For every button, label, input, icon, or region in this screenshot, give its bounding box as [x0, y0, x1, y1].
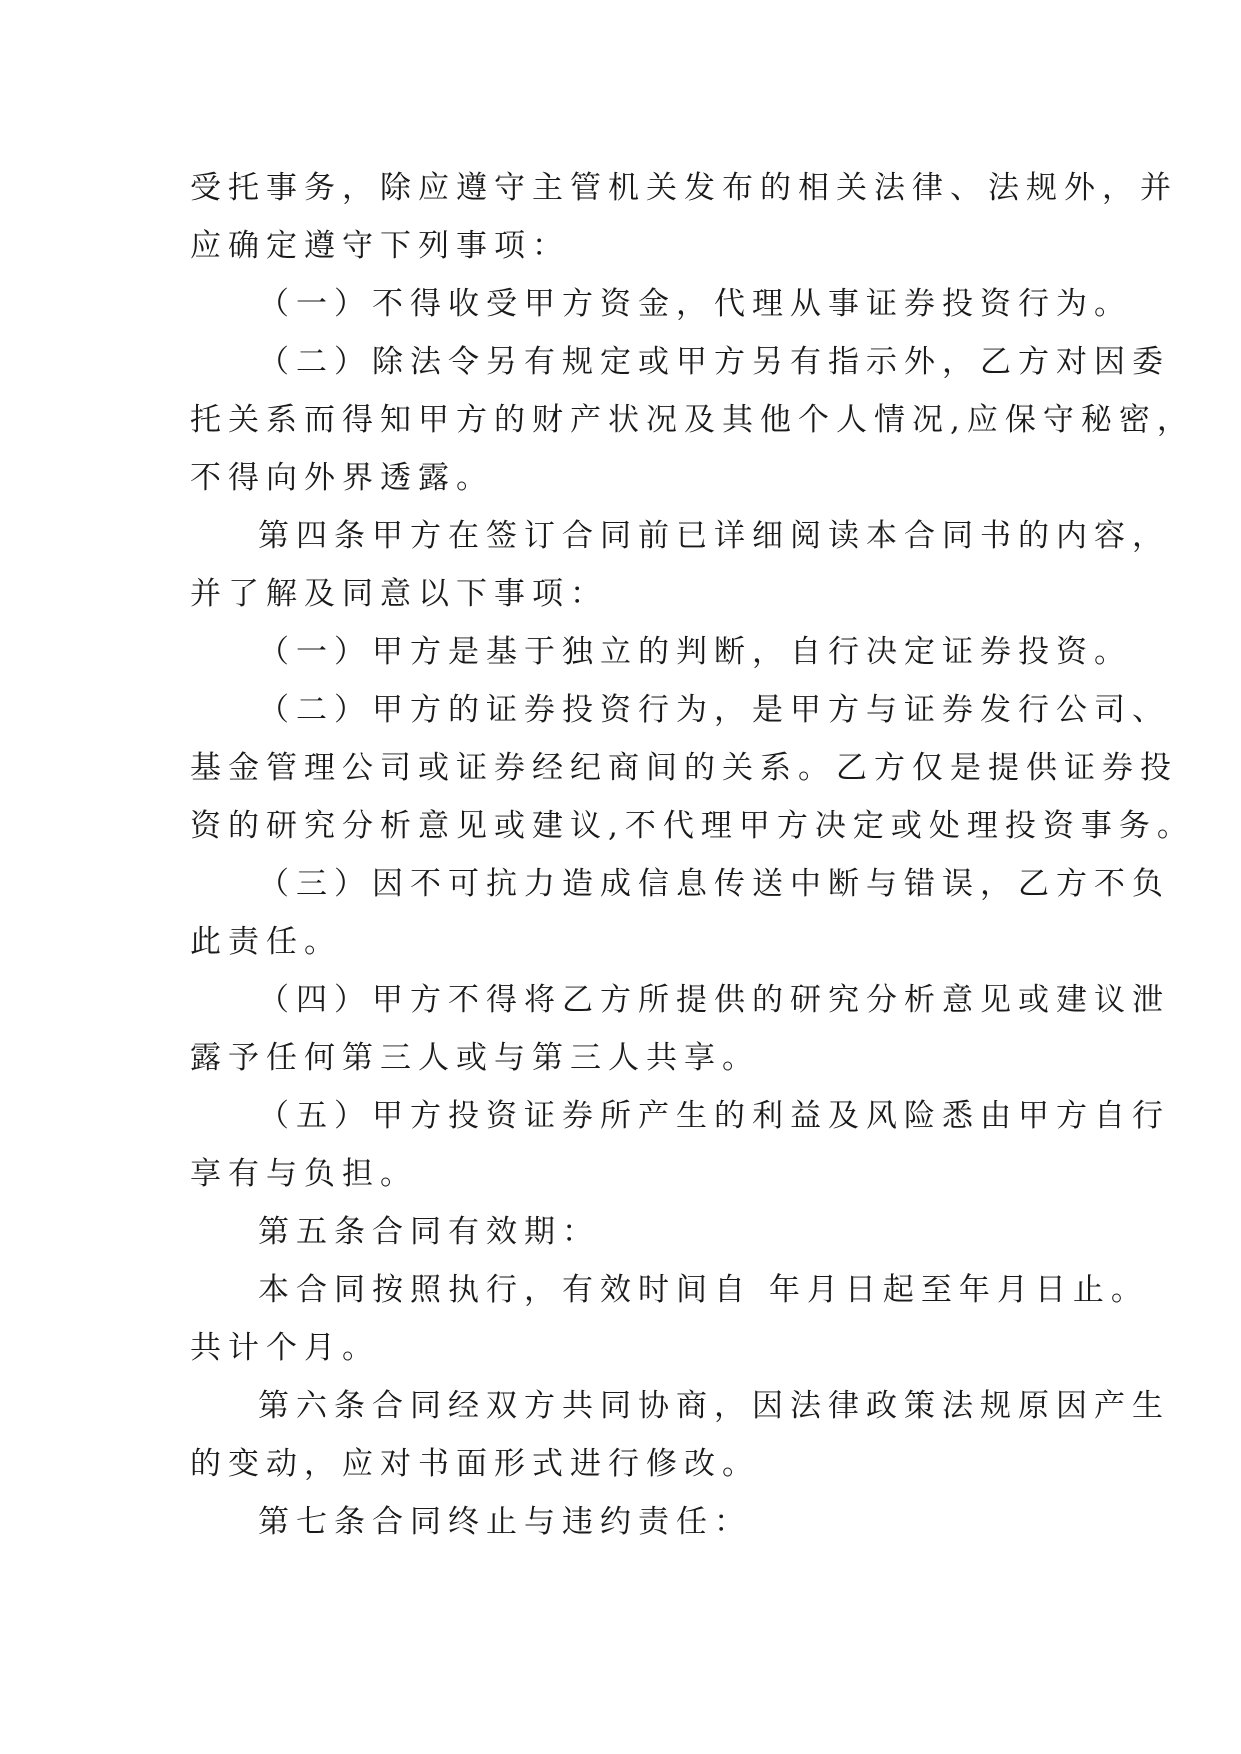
text-line: 基金管理公司或证券经纪商间的关系。乙方仅是提供证券投	[190, 750, 1178, 786]
text-line: 托关系而得知甲方的财产状况及其他个人情况,应保守秘密，	[190, 402, 1195, 438]
text-line: 第七条合同终止与违约责任：	[258, 1504, 752, 1540]
text-line: 受托事务，除应遵守主管机关发布的相关法律、法规外，并	[190, 170, 1178, 206]
text-line: （一）不得收受甲方资金，代理从事证券投资行为。	[258, 286, 1132, 322]
text-line: 第六条合同经双方共同协商，因法律政策法规原因产生	[258, 1388, 1170, 1424]
text-line: 本合同按照执行，有效时间自 年月日起至年月日止。	[258, 1272, 1149, 1308]
text-line: （二）除法令另有规定或甲方另有指示外，乙方对因委	[258, 344, 1170, 380]
text-line: 享有与负担。	[190, 1156, 418, 1192]
text-line: 第四条甲方在签订合同前已详细阅读本合同书的内容，	[258, 518, 1170, 554]
text-line: 此责任。	[190, 924, 342, 960]
text-line: （二）甲方的证券投资行为，是甲方与证券发行公司、	[258, 692, 1170, 728]
text-line: 不得向外界透露。	[190, 460, 494, 496]
text-line: 共计个月。	[190, 1330, 380, 1366]
text-line: 露予任何第三人或与第三人共享。	[190, 1040, 760, 1076]
text-line: （五）甲方投资证券所产生的利益及风险悉由甲方自行	[258, 1098, 1170, 1134]
text-line: 应确定遵守下列事项：	[190, 228, 570, 264]
text-line: 并了解及同意以下事项：	[190, 576, 608, 612]
text-line: 第五条合同有效期：	[258, 1214, 600, 1250]
text-line: （一）甲方是基于独立的判断，自行决定证券投资。	[258, 634, 1132, 670]
text-line: （四）甲方不得将乙方所提供的研究分析意见或建议泄	[258, 982, 1170, 1018]
text-line: （三）因不可抗力造成信息传送中断与错误，乙方不负	[258, 866, 1170, 902]
text-line: 的变动，应对书面形式进行修改。	[190, 1446, 760, 1482]
text-line: 资的研究分析意见或建议,不代理甲方决定或处理投资事务。	[190, 808, 1195, 844]
